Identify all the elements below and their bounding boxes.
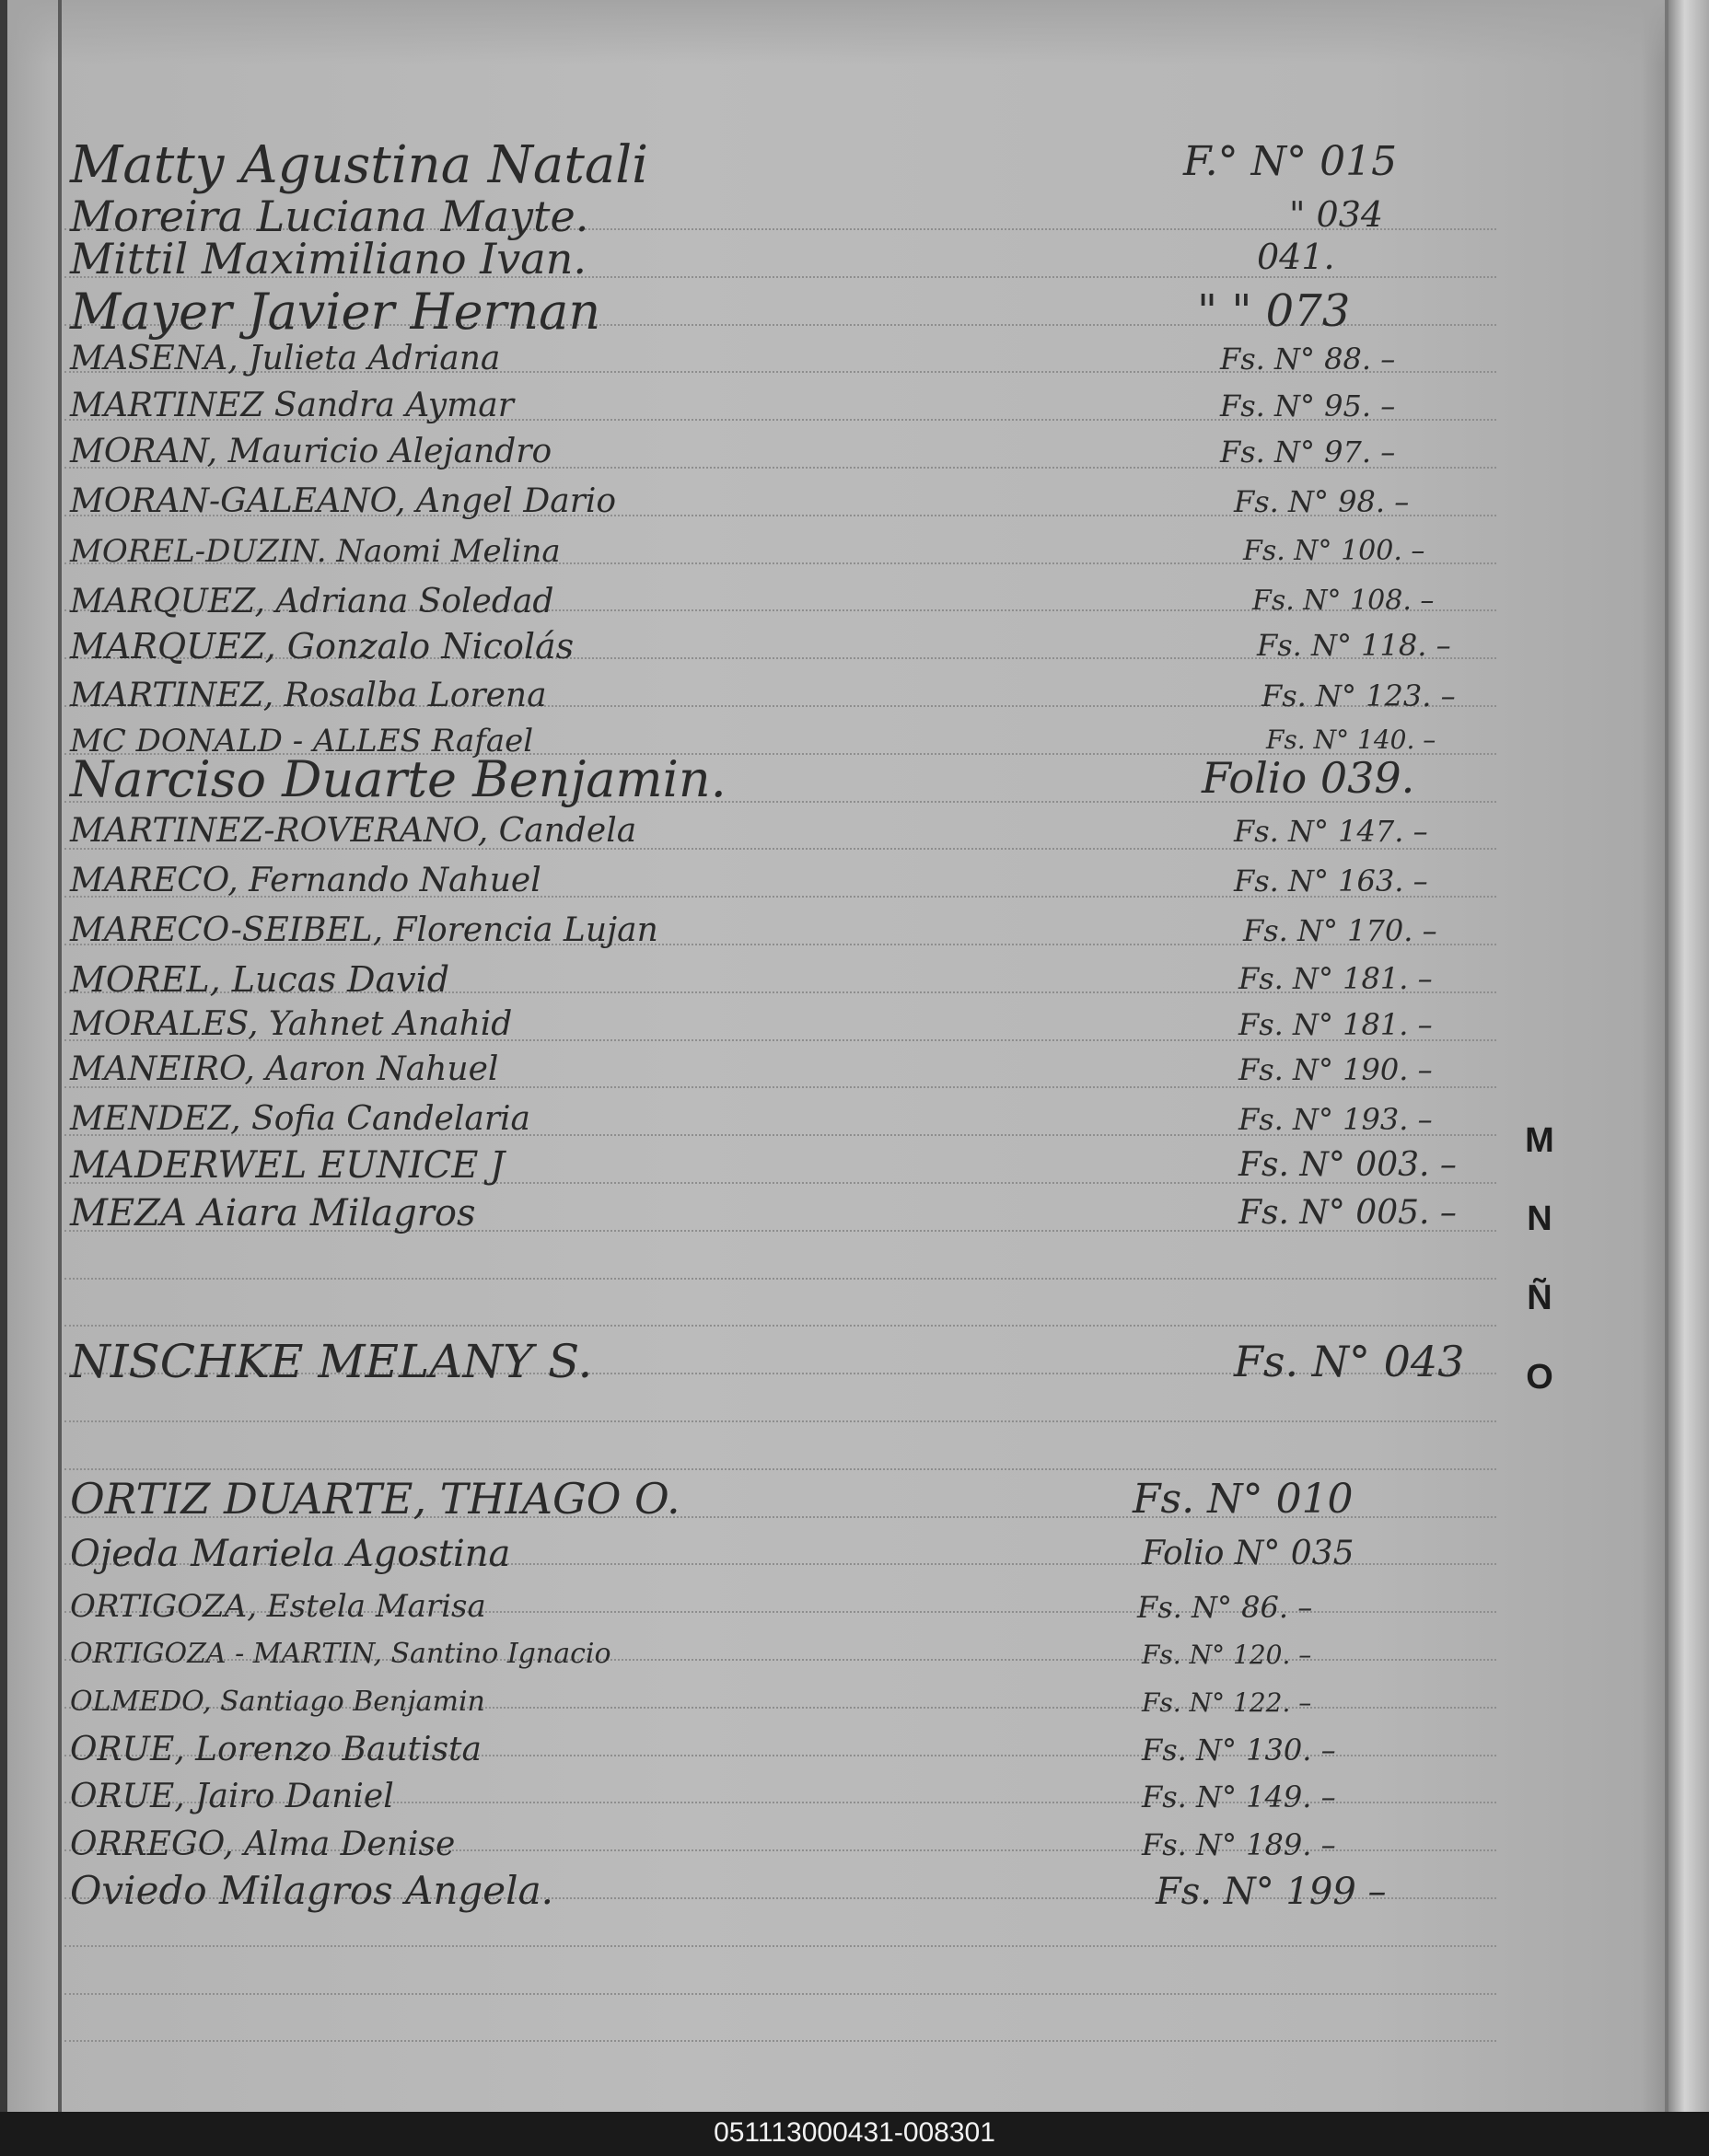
entry-name: MARQUEZ, Adriana Soledad — [70, 583, 554, 620]
entry-name: MASENA, Julieta Adriana — [70, 340, 501, 377]
entry-name: Mayer Javier Hernan — [70, 283, 601, 341]
entry-name: Ojeda Mariela Agostina — [70, 1533, 511, 1575]
entry-folio: Fs. N° 170. – — [1243, 913, 1437, 948]
entry-folio: Fs. N° 140. – — [1266, 724, 1436, 755]
entry-folio: Fs. N° 130. – — [1142, 1733, 1336, 1768]
index-letter-m: M — [1525, 1121, 1554, 1160]
ruled-line — [64, 1420, 1496, 1422]
entry-name: MC DONALD - ALLES Rafael — [70, 723, 534, 759]
entry-folio: Fs. N° 005. – — [1238, 1194, 1457, 1232]
ruled-line — [64, 1325, 1496, 1327]
ruled-line — [64, 1993, 1496, 1995]
entry-folio: Fs. N° 043 — [1234, 1337, 1465, 1386]
entry-name: ORUE, Lorenzo Bautista — [70, 1731, 482, 1768]
entry-folio: Fs. N° 189. – — [1142, 1827, 1336, 1862]
entry-name: MENDEZ, Sofia Candelaria — [70, 1100, 531, 1138]
entry-folio: Fs. N° 120. – — [1142, 1640, 1312, 1670]
entry-name: MADERWEL EUNICE J — [70, 1144, 506, 1187]
index-letter-o: O — [1526, 1358, 1553, 1397]
entry-name: MORALES, Yahnet Anahid — [70, 1005, 513, 1043]
entry-folio: Fs. N° 98. – — [1234, 484, 1410, 519]
entry-folio: Fs. N° 149. – — [1142, 1779, 1336, 1814]
entry-name: ORTIGOZA - MARTIN, Santino Ignacio — [70, 1638, 611, 1670]
entry-name: MORAN-GALEANO, Angel Dario — [70, 482, 617, 520]
page-top-shadow — [0, 0, 1709, 64]
entry-name: MARTINEZ Sandra Aymar — [70, 387, 514, 424]
ruled-line — [64, 1468, 1496, 1470]
entry-folio: " 034 — [1289, 194, 1384, 235]
entry-folio: Fs. N° 95. – — [1220, 388, 1396, 423]
entry-name: MOREL-DUZIN. Naomi Melina — [70, 533, 561, 570]
ruled-line — [64, 2040, 1496, 2042]
index-letter-n: N — [1527, 1200, 1552, 1238]
page-left-edge — [0, 0, 7, 2112]
entry-name: OLMEDO, Santiago Benjamin — [70, 1686, 485, 1718]
ruled-line — [64, 1278, 1496, 1280]
entry-folio: " " 073 — [1197, 285, 1351, 337]
entry-name: ORTIGOZA, Estela Marisa — [70, 1588, 486, 1625]
entry-folio: Fs. N° 003. – — [1238, 1146, 1457, 1184]
entry-folio: Fs. N° 199 – — [1156, 1871, 1387, 1913]
entry-name: MARECO, Fernando Nahuel — [70, 862, 541, 899]
entry-name: MORAN, Mauricio Alejandro — [70, 433, 552, 470]
margin-rule — [58, 0, 62, 2112]
entry-folio: Folio 039. — [1202, 753, 1415, 803]
entry-name: MARTINEZ, Rosalba Lorena — [70, 677, 547, 714]
entry-name: Oviedo Milagros Angela. — [70, 1868, 553, 1913]
entry-folio: Fs. N° 181. – — [1238, 961, 1433, 996]
entry-name: ORTIZ DUARTE, THIAGO O. — [70, 1474, 680, 1524]
entry-name: Matty Agustina Natali — [70, 135, 649, 195]
entry-folio: Fs. N° 86. – — [1137, 1590, 1313, 1625]
entry-name: Mittil Maximiliano Ivan. — [70, 234, 587, 284]
entry-name: MANEIRO, Aaron Nahuel — [70, 1050, 499, 1088]
entry-name: MEZA Aiara Milagros — [70, 1192, 476, 1234]
entry-name: MARECO-SEIBEL, Florencia Lujan — [70, 911, 658, 949]
entry-name: ORREGO, Alma Denise — [70, 1826, 456, 1863]
entry-folio: Fs. N° 122. – — [1142, 1687, 1312, 1718]
entry-folio: Fs. N° 118. – — [1257, 628, 1451, 663]
entry-name: MARTINEZ-ROVERANO, Candela — [70, 812, 637, 850]
entry-name: MARQUEZ, Gonzalo Nicolás — [70, 626, 575, 667]
entry-name: ORUE, Jairo Daniel — [70, 1778, 394, 1815]
entry-folio: Fs. N° 010 — [1133, 1476, 1354, 1523]
entry-folio: Fs. N° 100. – — [1243, 535, 1425, 567]
entry-name: NISCHKE MELANY S. — [70, 1335, 593, 1388]
document-code: 051113000431-008301 — [714, 2117, 995, 2148]
entry-folio: Fs. N° 108. – — [1252, 585, 1435, 617]
entry-folio: Folio N° 035 — [1142, 1535, 1354, 1572]
entry-folio: Fs. N° 181. – — [1238, 1007, 1433, 1042]
entry-name: Narciso Duarte Benjamin. — [70, 750, 727, 808]
entry-folio: Fs. N° 88. – — [1220, 342, 1396, 377]
entry-folio: Fs. N° 163. – — [1234, 864, 1428, 898]
entry-folio: Fs. N° 147. – — [1234, 814, 1428, 849]
entry-folio: 041. — [1257, 237, 1335, 277]
binding-strip — [1668, 0, 1709, 2112]
index-letter-enye: Ñ — [1527, 1279, 1552, 1317]
entry-name: MOREL, Lucas David — [70, 959, 450, 1000]
entry-folio: F.° N° 015 — [1183, 138, 1398, 185]
entry-folio: Fs. N° 97. – — [1220, 435, 1396, 469]
entry-folio: Fs. N° 123. – — [1261, 678, 1456, 713]
entry-folio: Fs. N° 190. – — [1238, 1052, 1433, 1087]
entry-folio: Fs. N° 193. – — [1238, 1102, 1433, 1137]
entry-name: Moreira Luciana Mayte. — [70, 191, 589, 241]
ruled-line — [64, 1945, 1496, 1947]
